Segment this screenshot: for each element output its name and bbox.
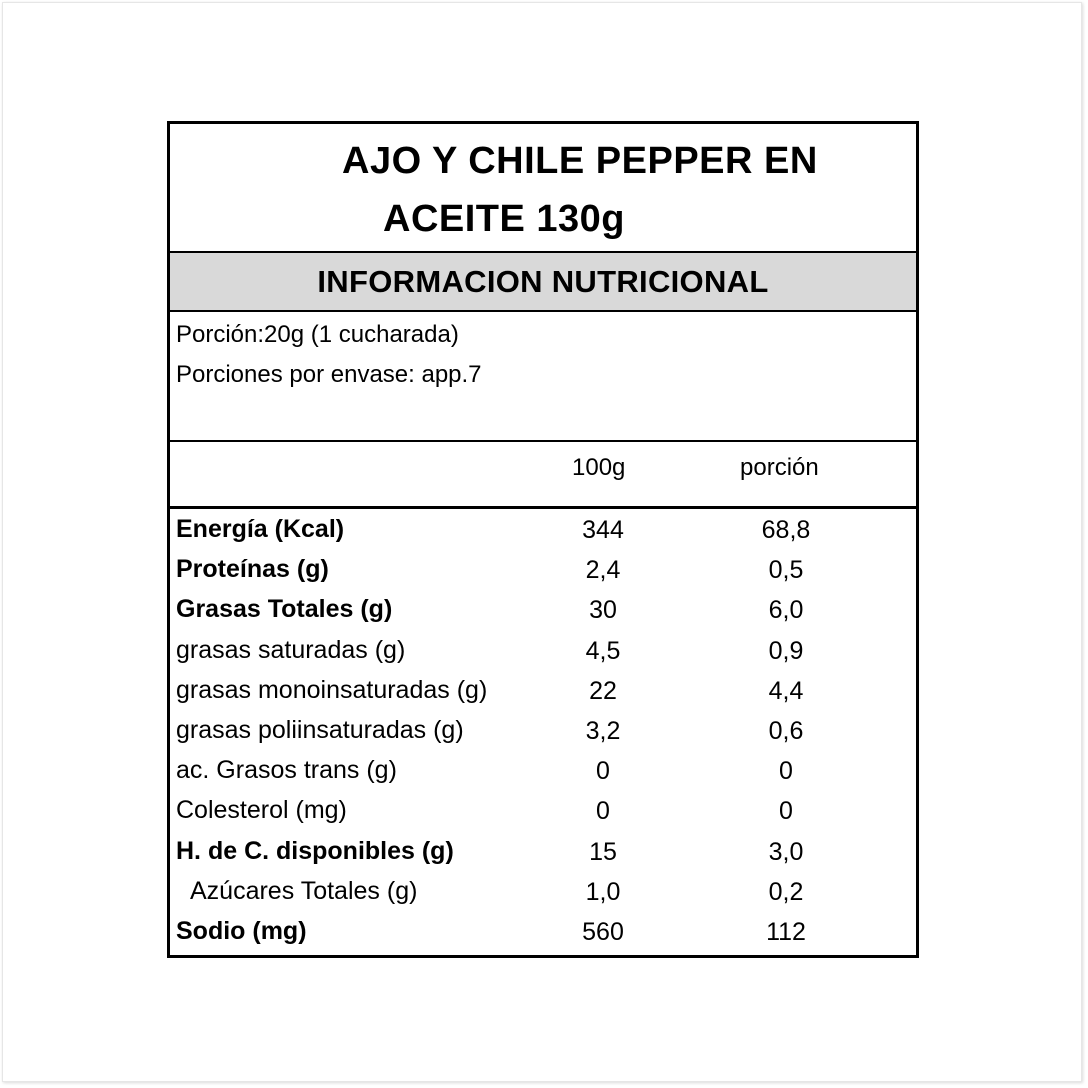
section-header: INFORMACION NUTRICIONAL: [170, 253, 916, 312]
column-header-portion: porción: [740, 454, 819, 481]
table-row: [170, 515, 916, 555]
table-row: [170, 555, 916, 595]
nutrient-name: grasas poliinsaturadas (g): [176, 715, 464, 744]
nutrient-value-100g: 1,0: [585, 877, 621, 906]
table-row: [170, 676, 916, 716]
nutrient-value-100g: 0: [596, 797, 610, 826]
nutrient-name: grasas saturadas (g): [176, 635, 406, 664]
table-row: [170, 756, 916, 796]
nutrient-value-100g: 560: [582, 917, 624, 946]
nutrient-value-100g: 2,4: [585, 556, 621, 585]
portion-size: Porción:20g (1 cucharada): [176, 321, 459, 348]
table-row: [170, 837, 916, 877]
nutrient-value-portion: 68,8: [761, 516, 811, 544]
nutrient-value-portion: 112: [766, 917, 806, 946]
nutrient-value-portion: 0: [779, 757, 793, 786]
nutrient-value-portion: 0,6: [768, 716, 804, 745]
nutrient-value-100g: 0: [596, 757, 610, 786]
nutrient-name: Colesterol (mg): [176, 796, 347, 825]
table-row: [170, 595, 916, 635]
nutrient-value-100g: 344: [582, 516, 624, 544]
nutrient-name: Azúcares Totales (g): [190, 876, 418, 905]
product-title: [170, 124, 916, 253]
portion-info: [170, 312, 916, 442]
nutrient-value-portion: 6,0: [768, 596, 804, 625]
table-row: [170, 636, 916, 676]
portions-per-package: Porciones por envase: app.7: [176, 361, 482, 388]
nutrient-name: grasas monoinsaturadas (g): [176, 675, 488, 704]
nutrient-value-100g: 3,2: [585, 716, 621, 745]
table-row: [170, 877, 916, 917]
nutrient-value-portion: 4,4: [768, 676, 804, 705]
column-header-row: [170, 442, 916, 509]
nutrient-name: ac. Grasos trans (g): [176, 756, 397, 785]
table-row: [170, 716, 916, 756]
nutrient-value-portion: 0,9: [768, 636, 804, 665]
nutrient-value-portion: 0,5: [768, 556, 804, 585]
nutrient-name: Sodio (mg): [176, 916, 307, 945]
nutrient-name: Grasas Totales (g): [176, 595, 393, 624]
table-row: [170, 917, 916, 957]
product-title-line-2: ACEITE 130g: [383, 198, 626, 240]
nutrient-name: Proteínas (g): [176, 555, 329, 584]
nutrient-value-portion: 0,2: [768, 877, 804, 906]
product-title-line-1: AJO Y CHILE PEPPER EN: [342, 140, 818, 182]
nutrient-table: [170, 515, 916, 957]
nutrient-value-100g: 30: [589, 596, 617, 625]
table-row: [170, 796, 916, 836]
nutrient-value-100g: 22: [589, 676, 617, 705]
nutrient-name: H. de C. disponibles (g): [176, 836, 454, 865]
column-header-100g: 100g: [572, 454, 626, 481]
nutrient-value-100g: 4,5: [585, 636, 621, 665]
nutrient-value-100g: 15: [589, 837, 617, 866]
nutrient-value-portion: 3,0: [768, 837, 804, 866]
nutrient-value-portion: 0: [779, 797, 793, 826]
nutrient-name: Energía (Kcal): [176, 515, 345, 543]
nutrition-label: [167, 121, 919, 958]
